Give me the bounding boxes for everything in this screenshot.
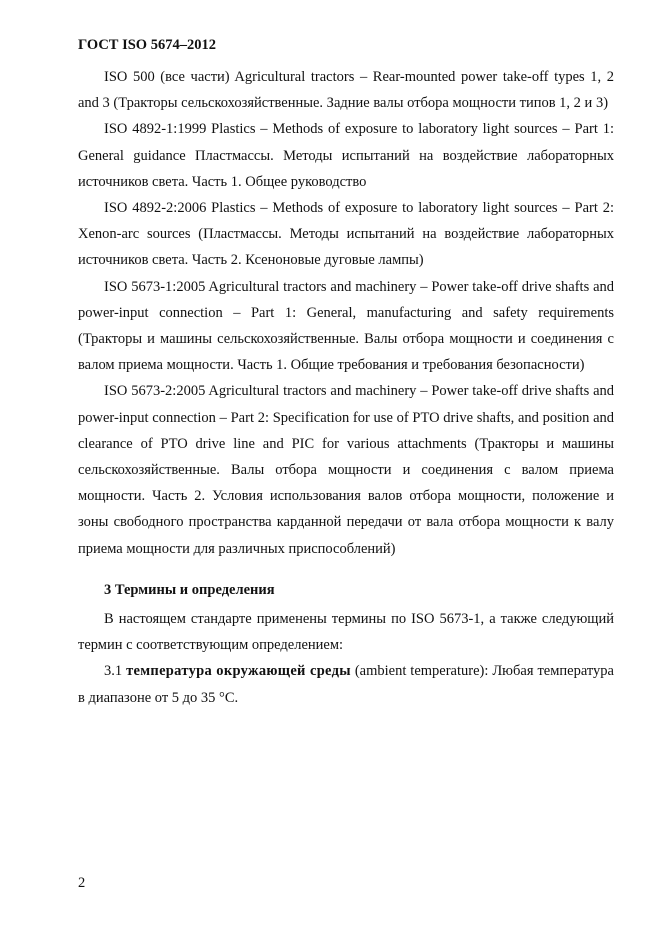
reference-iso-5673-2: ISO 5673-2:2005 Agricultural tractors and machinery – Power take-off drive shafts and power-input connection – Part 2: Specification for use of PTO drive shafts, and position and clearance of PTO drive line and PIC for various attachments (Тракторы и машины сельскохозяйственные. Валы отбора мощности и соединения с валом приема мощности. Часть 2. Условия использования валов отбора мощности, положение и зоны свободного пространства карданной передачи от вала отбора мощности к валу приема мощности для различных приспособлений) [78, 383, 614, 557]
definition-number: 3.1 [104, 663, 123, 680]
reference-iso-500: ISO 500 (все части) Agricultural tractors – Rear-mounted power take-off types 1, 2 and 3 (Тракторы сельскохозяйственные. Задние валы отбора мощности типов 1, 2 и 3) [78, 69, 614, 112]
definition-text: (ambient temperature): Любая температура в диапазоне от 5 до 35 °С. [78, 663, 614, 706]
document-body [78, 64, 614, 711]
section-intro: В настоящем стандарте применены термины по ISO 5673-1, а также следующий термин с соответствующим определением: [78, 611, 614, 654]
reference-iso-5673-1: ISO 5673-1:2005 Agricultural tractors and machinery – Power take-off drive shafts and power-input connection – Part 1: General, manufacturing and safety requirements (Тракторы и машины сельскохозяйственные. Валы отбора мощности и соединения с валом приема мощности. Часть 1. Общие требования и требования безопасности) [78, 278, 614, 374]
definition-term: температура окружающей среды [126, 663, 351, 680]
reference-iso-4892-1: ISO 4892-1:1999 Plastics – Methods of exposure to laboratory light sources – Part 1: General guidance Пластмассы. Методы испытаний на воздействие лабораторных источников света. Часть 1. Общее руководство [78, 121, 614, 190]
standard-title: ГОСТ ISO 5674–2012 [78, 37, 216, 53]
definition-3-1 [78, 658, 614, 710]
page-number: 2 [78, 875, 86, 891]
section-heading: 3 Термины и определения [104, 581, 275, 598]
reference-iso-4892-2: ISO 4892-2:2006 Plastics – Methods of exposure to laboratory light sources – Part 2: Xenon-arc sources (Пластмассы. Методы испытаний на воздействие лабораторных источников света. Часть 2. Ксеноновые дуговые лампы) [78, 200, 614, 269]
